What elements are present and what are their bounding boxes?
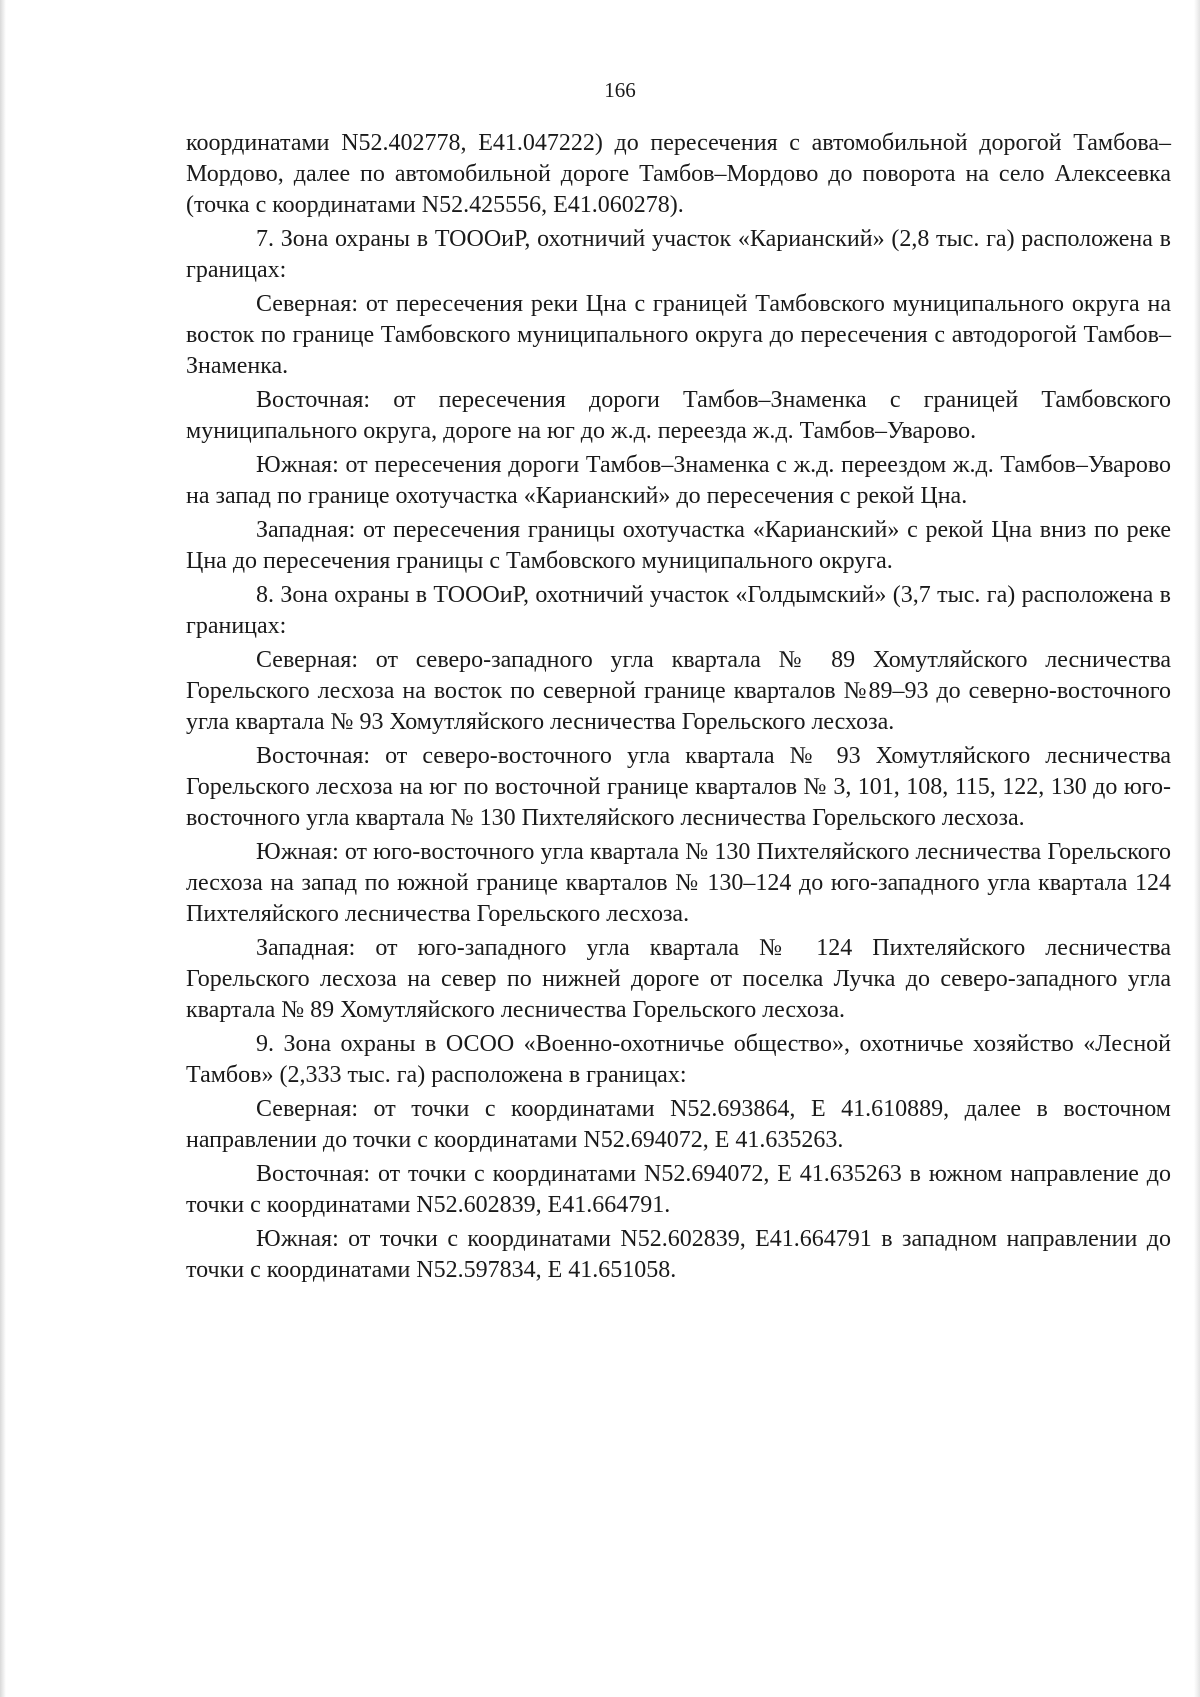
paragraph-zone-7-west: Западная: от пересечения границы охотучастка «Карианский» с рекой Цна вниз по реке Цна до пересечения границы с Тамбовского муниципального округа.	[186, 517, 1171, 574]
paragraph-zone-8-east: Восточная: от северо-восточного угла квартала № 93 Хомутляйского лесничества Горельского лесхоза на юг по восточной границе кварталов № 3, 101, 108, 115, 122, 130 до юго-восточного угла квартала № 130 Пихтеляйского лесничества Горельского лесхоза.	[186, 743, 1171, 831]
paragraph-zone-8-south: Южная: от юго-восточного угла квартала № 130 Пихтеляйского лесничества Горельского лесхоза на запад по южной границе кварталов № 130–124 до юго-западного угла квартала 124 Пихтеляйского лесничества Горельского лесхоза.	[186, 839, 1171, 927]
paragraph-zone-7-heading: 7. Зона охраны в ТОООиР, охотничий участок «Карианский» (2,8 тыс. га) расположена в границах:	[186, 226, 1171, 283]
paragraph-zone-9-south: Южная: от точки с координатами N52.602839, E41.664791 в западном направлении до точки с координатами N52.597834, E 41.651058.	[186, 1226, 1171, 1283]
paragraph-zone-9-north: Северная: от точки с координатами N52.693864, E 41.610889, далее в восточном направлении до точки с координатами N52.694072, E 41.635263.	[186, 1096, 1171, 1153]
paragraph-zone-9-heading: 9. Зона охраны в ОСОО «Военно-охотничье общество», охотничье хозяйство «Лесной Тамбов» (2,333 тыс. га) расположена в границах:	[186, 1031, 1171, 1088]
paragraph-zone-7-east: Восточная: от пересечения дороги Тамбов–Знаменка с границей Тамбовского муниципального округа, дороге на юг до ж.д. переезда ж.д. Тамбов–Уварово.	[186, 387, 1171, 444]
paragraph-zone-8-west: Западная: от юго-западного угла квартала № 124 Пихтеляйского лесничества Горельского лесхоза на север по нижней дороге от поселка Лучка до северо-западного угла квартала № 89 Хомутляйского лесничества Горельского лесхоза.	[186, 935, 1171, 1023]
page-number: 166	[604, 78, 636, 102]
scan-edge-left	[0, 0, 6, 1697]
paragraph-zone-7-north: Северная: от пересечения реки Цна с границей Тамбовского муниципального округа на восток по границе Тамбовского муниципального округа до пересечения с автодорогой Тамбов–Знаменка.	[186, 291, 1171, 379]
document-body	[186, 128, 1171, 1289]
paragraph-zone-8-heading: 8. Зона охраны в ТОООиР, охотничий участок «Голдымский» (3,7 тыс. га) расположена в границах:	[186, 582, 1171, 639]
paragraph-zone-9-east: Восточная: от точки с координатами N52.694072, E 41.635263 в южном направление до точки с координатами N52.602839, E41.664791.	[186, 1161, 1171, 1218]
paragraph-continuation: координатами N52.402778, E41.047222) до пересечения с автомобильной дорогой Тамбова–Мордово, далее по автомобильной дороге Тамбов–Мордово до поворота на село Алексеевка (точка с координатами N52.425556, E41.060278).	[186, 130, 1171, 218]
paragraph-zone-7-south: Южная: от пересечения дороги Тамбов–Знаменка с ж.д. переездом ж.д. Тамбов–Уварово на запад по границе охотучастка «Карианский» до пересечения с рекой Цна.	[186, 452, 1171, 509]
paragraph-zone-8-north: Северная: от северо-западного угла квартала № 89 Хомутляйского лесничества Горельского лесхоза на восток по северной границе кварталов №89–93 до северно-восточного угла квартала № 93 Хомутляйского лесничества Горельского лесхоза.	[186, 647, 1171, 735]
scan-edge-right	[1194, 0, 1200, 1697]
